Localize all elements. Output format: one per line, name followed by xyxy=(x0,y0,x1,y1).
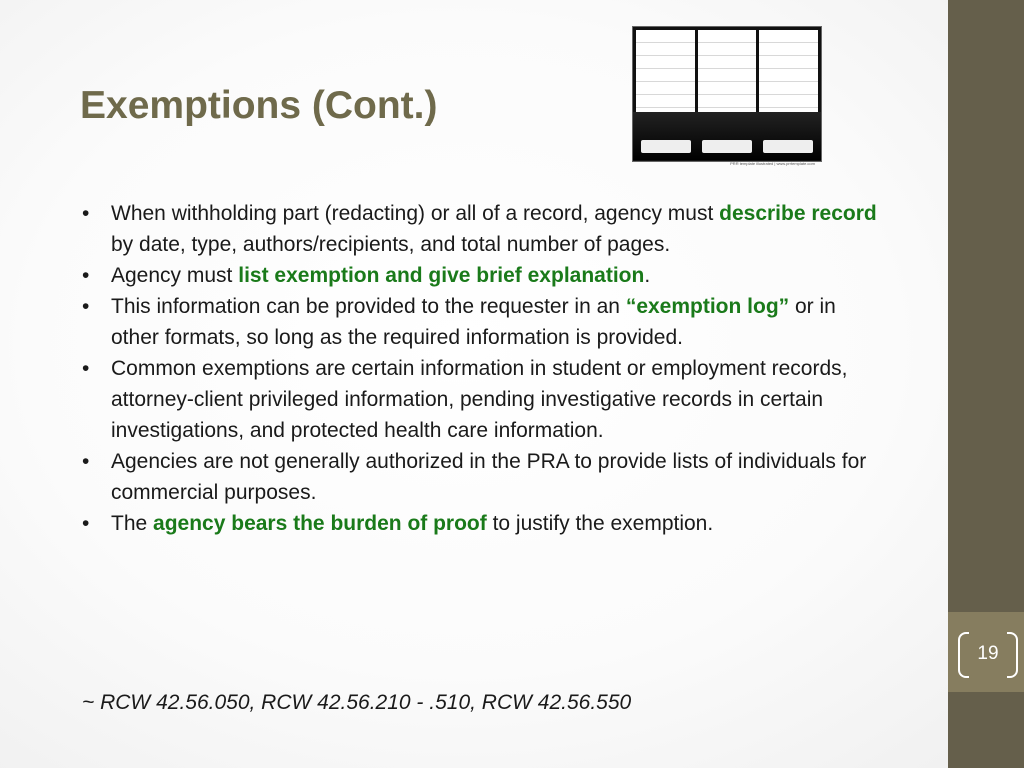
bullet-item xyxy=(80,353,880,446)
bullet-text: or in other formats, so long as the required information is provided. xyxy=(111,295,836,349)
bullet-list xyxy=(80,198,880,539)
form-columns xyxy=(636,30,818,112)
bullet-text: by date, type, authors/recipients, and total number of pages. xyxy=(111,233,671,256)
emphasized-text: “exemption log” xyxy=(625,295,790,318)
slide-title: Exemptions (Cont.) xyxy=(80,84,438,127)
bullet-text: This information can be provided to the requester in an xyxy=(111,295,626,318)
bullet-text: to justify the exemption. xyxy=(486,512,714,535)
bullet-text: When withholding part (redacting) or all of a record, agency must xyxy=(111,202,720,225)
bullet-text: . xyxy=(644,264,651,287)
form-button xyxy=(641,140,691,153)
citation: ~ RCW 42.56.050, RCW 42.56.210 - .510, RCW 42.56.550 xyxy=(82,691,632,714)
emphasized-text: list exemption and give brief explanation xyxy=(238,264,645,287)
form-column xyxy=(759,30,818,112)
bullet-item xyxy=(80,446,880,508)
emphasized-text: agency bears the burden of proof xyxy=(153,512,487,535)
bullet-text: The xyxy=(111,512,154,535)
form-template-image xyxy=(632,26,822,166)
bullet-item xyxy=(80,198,880,260)
bullet-text: Agency must xyxy=(111,264,239,287)
bullet-item xyxy=(80,291,880,353)
bullet-text: Agencies are not generally authorized in the PRA to provide lists of individuals for commercial purposes. xyxy=(111,450,867,504)
emphasized-text: describe record xyxy=(719,202,877,225)
bullet-item xyxy=(80,260,880,291)
bullet-text: Common exemptions are certain information in student or employment records, attorney-client privileged information, pending investigative records in certain investigations, and protected health care information. xyxy=(111,357,848,442)
form-column xyxy=(636,30,695,112)
bullet-item xyxy=(80,508,880,539)
page-number: 19 xyxy=(958,632,1018,676)
form-button xyxy=(702,140,752,153)
image-caption: PRR template illustrated | www.prrtemplate.com xyxy=(730,161,815,166)
form-column xyxy=(698,30,757,112)
form-button xyxy=(763,140,813,153)
